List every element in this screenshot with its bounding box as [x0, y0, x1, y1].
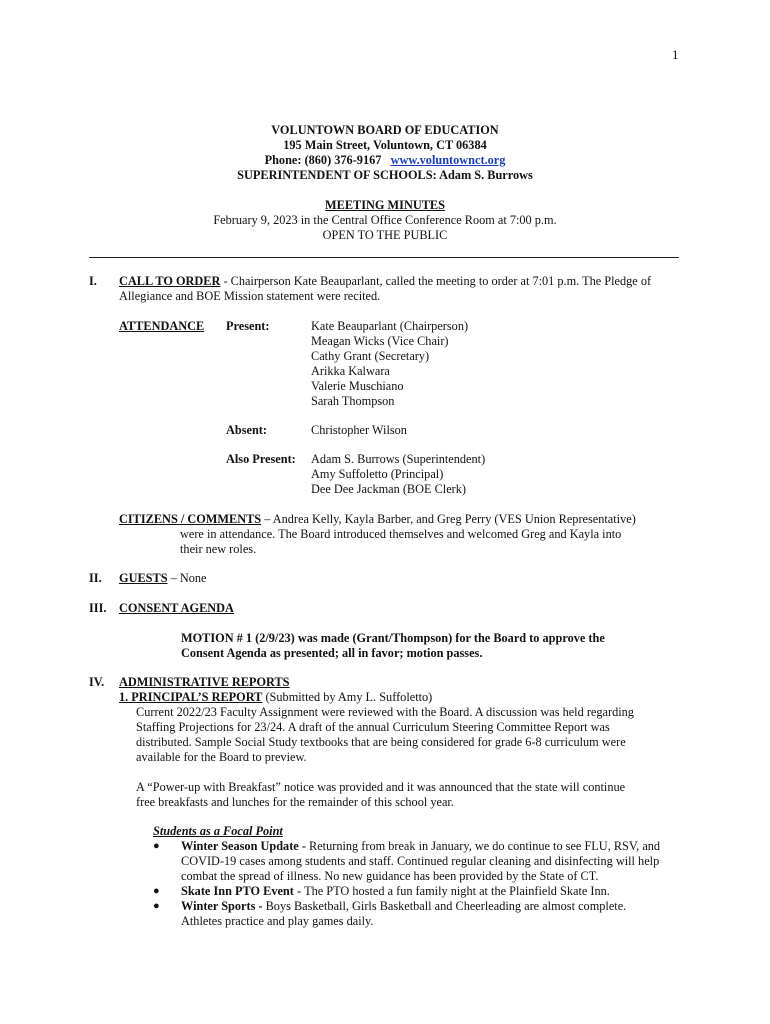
para-line: Current 2022/23 Faculty Assignment were reviewed with the Board. A discussion was held regarding — [136, 705, 634, 719]
guests-text: – None — [167, 571, 207, 585]
citizens-text-3: their new roles. — [180, 542, 257, 556]
principal-report-heading: 1. PRINCIPAL’S REPORT — [119, 690, 263, 704]
bullet-icon: ● — [153, 885, 160, 897]
principal-report-heading-wrap — [119, 690, 432, 705]
attendee: Sarah Thompson — [311, 394, 395, 408]
bullet-text: COVID-19 cases among students and staff. Continued regular cleaning and disinfecting will help — [181, 854, 660, 868]
bullet-icon: ● — [153, 840, 160, 852]
bullet-text: Boys Basketball, Girls Basketball and Cheerleading are almost complete. — [265, 899, 627, 913]
guests-heading: GUESTS — [119, 571, 168, 585]
citizens-comments — [119, 512, 667, 557]
principal-report-para-2 — [136, 780, 658, 810]
also-present-label: Also Present: — [226, 452, 296, 466]
guests — [119, 571, 667, 586]
absent-list — [311, 423, 407, 438]
attendee: Adam S. Burrows (Superintendent) — [311, 452, 486, 466]
call-to-order-heading: CALL TO ORDER — [119, 274, 221, 288]
also-present-list — [311, 452, 485, 497]
para-line: available for the Board to preview. — [136, 750, 307, 764]
attendee: Arikka Kalwara — [311, 364, 390, 378]
section-numeral: II. — [89, 571, 102, 585]
minutes-title: MEETING MINUTES — [325, 198, 445, 212]
bullet-text: Athletes practice and play games daily. — [181, 914, 374, 928]
para-line: distributed. Sample Social Study textbooks that are being considered for grade 6-8 curriculum were — [136, 735, 626, 749]
para-line: Staffing Projections for 23/24. A draft of the annual Curriculum Steering Committee Report was — [136, 720, 610, 734]
meeting-date: February 9, 2023 in the Central Office Conference Room at 7:00 p.m. — [213, 213, 557, 227]
divider — [89, 257, 679, 258]
call-to-order — [119, 274, 667, 304]
attendee: Amy Suffoletto (Principal) — [311, 467, 444, 481]
attendee: Valerie Muschiano — [311, 379, 404, 393]
para-line: free breakfasts and lunches for the remainder of this school year. — [136, 795, 454, 809]
bullet-title: Winter Sports - — [181, 899, 266, 913]
minutes-heading — [0, 198, 770, 243]
present-label: Present: — [226, 319, 270, 333]
citizens-text: – Andrea Kelly, Kayla Barber, and Greg Perry (VES Union Representative) — [261, 512, 636, 526]
bullet-text: Returning from break in January, we do continue to see FLU, RSV, and — [309, 839, 661, 853]
attendee: Christopher Wilson — [311, 423, 407, 437]
principal-report-sub: (Submitted by Amy L. Suffoletto) — [262, 690, 433, 704]
page-number: 1 — [672, 47, 679, 62]
attendee: Dee Dee Jackman (BOE Clerk) — [311, 482, 467, 496]
org-name: VOLUNTOWN BOARD OF EDUCATION — [271, 123, 499, 137]
principal-report-para-1 — [136, 705, 658, 765]
letterhead — [0, 123, 770, 183]
bullet-title: Skate Inn PTO Event - — [181, 884, 305, 898]
attendee: Cathy Grant (Secretary) — [311, 349, 430, 363]
focal-point-heading: Students as a Focal Point — [153, 824, 283, 838]
admin-reports-heading-wrap — [119, 675, 667, 690]
citizens-heading: CITIZENS / COMMENTS — [119, 512, 262, 526]
section-numeral: III. — [89, 601, 107, 615]
present-list — [311, 319, 468, 409]
open-to-public: OPEN TO THE PUBLIC — [322, 228, 448, 242]
call-to-order-text: - Chairperson Kate Beauparlant, called the meeting to order at 7:01 p.m. The Pledge of — [220, 274, 652, 288]
motion-1 — [181, 631, 605, 661]
attendance-heading: ATTENDANCE — [119, 319, 205, 333]
citizens-text-2: were in attendance. The Board introduced themselves and welcomed Greg and Kayla into — [180, 527, 622, 541]
attendee: Kate Beauparlant (Chairperson) — [311, 319, 469, 333]
org-address: 195 Main Street, Voluntown, CT 06384 — [283, 138, 487, 152]
consent-agenda-heading-wrap — [119, 601, 667, 616]
bullet-title: Winter Season Update - — [181, 839, 309, 853]
website-link[interactable]: www.voluntownct.org — [390, 153, 506, 167]
absent-label: Absent: — [226, 423, 267, 437]
section-numeral: IV. — [89, 675, 105, 689]
bullet-icon: ● — [153, 900, 160, 912]
superintendent-line: SUPERINTENDENT OF SCHOOLS: Adam S. Burrows — [237, 168, 533, 182]
motion-text: MOTION # 1 (2/9/23) was made (Grant/Thompson) for the Board to approve the — [181, 631, 605, 645]
motion-text-2: Consent Agenda as presented; all in favor; motion passes. — [181, 646, 483, 660]
org-contact — [0, 153, 770, 168]
bullet-text: The PTO hosted a fun family night at the Plainfield Skate Inn. — [304, 884, 610, 898]
attendee: Meagan Wicks (Vice Chair) — [311, 334, 449, 348]
section-numeral: I. — [89, 274, 97, 288]
bullet-text: combat the spread of illness. No new guidance has been provided by the State of CT. — [181, 869, 599, 883]
admin-reports-heading: ADMINISTRATIVE REPORTS — [119, 675, 290, 689]
para-line: A “Power-up with Breakfast” notice was provided and it was announced that the state will continue — [136, 780, 626, 794]
org-phone: Phone: (860) 376-9167 — [264, 153, 382, 167]
call-to-order-text-2: Allegiance and BOE Mission statement were recited. — [119, 289, 381, 303]
consent-agenda-heading: CONSENT AGENDA — [119, 601, 234, 615]
